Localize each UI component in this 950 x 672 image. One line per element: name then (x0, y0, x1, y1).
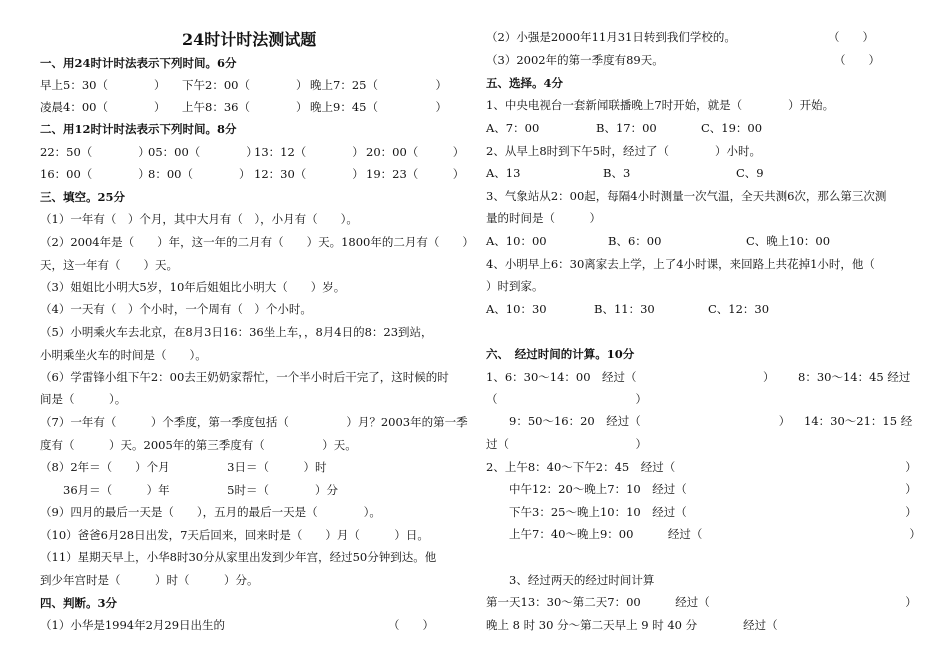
section-2-row-2 (40, 166, 468, 182)
elapsed-line: 中午12：20～晚上7：10 经过（ ） (486, 482, 917, 496)
choice-question-cont: ）时到家。 (486, 279, 544, 293)
option: C、12：30 (708, 302, 770, 316)
option: B、17：00 (596, 121, 657, 135)
question-item: 16：00（ ） (40, 167, 150, 181)
fill-line: （10）爸爸6月28日出发，7天后回来，回来时是（ ）月（ ）日。 (40, 528, 429, 542)
choice-question: 3、气象站从2：00起，每隔4小时测量一次气温，全天共测6次，那么第三次测 (486, 189, 887, 203)
elapsed-subheading: 3、经过两天的经过时间计算 (486, 573, 655, 587)
option: B、3 (603, 166, 631, 180)
fill-line: （11）星期天早上，小华8时30分从家里出发到少年宫，经过50分钟到达。他 (40, 550, 437, 564)
question-item: 12：30（ ） (254, 167, 364, 181)
fill-line: 天，这一年有（ ）天。 (40, 258, 178, 272)
choice-question: 1、中央电视台一套新闻联播晚上7时开始，就是（ ）开始。 (486, 98, 835, 112)
choice-question-cont: 量的时间是（ ） (486, 211, 601, 225)
elapsed-line (486, 369, 910, 385)
elapsed-item: 14：30～21：15 经 (804, 414, 913, 428)
fill-line: （9）四月的最后一天是（ ），五月的最后一天是（ ）。 (40, 505, 381, 519)
fill-line: （1）一年有（ ）个月，其中大月有（ ），小月有（ ）。 (40, 212, 358, 226)
section-4-heading: 四、判断。3分 (40, 596, 118, 610)
section-1-heading: 一、用24时计时法表示下列时间。6分 (40, 56, 237, 70)
judge-item-1 (40, 617, 468, 633)
choice-options (486, 301, 910, 317)
choice-options (486, 165, 910, 181)
judge-text: （2）小强是2000年11月31日转到我们学校的。 (486, 30, 736, 44)
judge-item-3 (486, 52, 910, 68)
judge-text: （1）小华是1994年2月29日出生的 (40, 618, 226, 632)
question-item: 上午8：36（ ） (182, 100, 308, 114)
fill-line: 到少年宫时是（ ）时（ ）分。 (40, 573, 259, 587)
question-item: 22：50（ ） (40, 145, 150, 159)
section-1-row-2 (40, 99, 468, 115)
section-5-heading: 五、选择。4分 (486, 76, 564, 90)
elapsed-line: 2、上午8：40～下午2：45 经过（ ） (486, 460, 917, 474)
fill-line: （6）学雷锋小组下午2：00去王奶奶家帮忙，一个半小时后干完了，这时候的时 (40, 370, 449, 384)
elapsed-line: 过（ ） (486, 437, 647, 451)
elapsed-line: 晚上 8 时 30 分～第二天早上 9 时 40 分 经过（ (486, 618, 778, 632)
question-item: 19：23（ ） (366, 167, 465, 181)
choice-question: 4、小明早上6：30离家去上学，上了4小时课，来回路上共花掉1小时，他（ (486, 257, 875, 271)
elapsed-line: 下午3：25～晚上10：10 经过（ ） (486, 505, 917, 519)
answer-blank: （ ） (828, 30, 874, 44)
question-item: 晚上7：25（ ） (310, 78, 447, 92)
elapsed-line: 第一天13：30～第二天7：00 经过（ ） (486, 595, 917, 609)
fill-line: 度有（ ）天。2005年的第三季度有（ ）天。 (40, 438, 357, 452)
option: C、9 (736, 166, 764, 180)
question-item: 05：00（ ） (148, 145, 258, 159)
judge-text: （3）2002年的第一季度有89天。 (486, 53, 664, 67)
elapsed-item: 8：30～14：45 经过 (798, 370, 911, 384)
question-item: 下午2：00（ ） (182, 78, 308, 92)
question-item: 8：00（ ） (148, 167, 251, 181)
question-item: 13：12（ ） (254, 145, 364, 159)
choice-options (486, 233, 910, 249)
answer-blank: （ ） (388, 618, 434, 632)
section-2-row-1 (40, 144, 468, 160)
page-title: 24时计时法测试题 (182, 30, 317, 49)
fill-line: （4）一天有（ ）个小时，一个周有（ ）个小时。 (40, 302, 312, 316)
option: B、11：30 (594, 302, 655, 316)
fill-line: （7）一年有（ ）个季度，第一季度包括（ ）月？2003年的第一季 (40, 415, 468, 429)
fill-line: （3）姐姐比小明大5岁，10年后姐姐比小明大（ ）岁。 (40, 280, 346, 294)
fill-line: 小明乘坐火车的时间是（ ）。 (40, 348, 207, 362)
option: A、10：30 (486, 302, 547, 316)
judge-item-2 (486, 29, 910, 45)
elapsed-item: 9：50～16：20 经过（ ） (486, 414, 791, 428)
option: A、13 (486, 166, 521, 180)
choice-question: 2、从早上8时到下午5时，经过了（ ）小时。 (486, 144, 761, 158)
fill-line: （2）2004年是（ ）年，这一年的二月有（ ）天。1800年的二月有（ ） (40, 235, 474, 249)
fill-line: （5）小明乘火车去北京，在8月3日16：36坐上车，，8月4日的8：23到站， (40, 325, 433, 339)
question-item: 早上5：30（ ） (40, 78, 166, 92)
section-6-heading: 六、 经过时间的计算。10分 (486, 347, 635, 361)
elapsed-line: 上午7：40～晚上9：00 经过（ ） (486, 527, 921, 541)
elapsed-line: （ ） (486, 392, 647, 406)
elapsed-line (486, 413, 913, 429)
fill-line: 36月＝（ ）年 5时＝（ ）分 (40, 483, 338, 497)
fill-line: 间是（ ）。 (40, 392, 127, 406)
fill-line: （8）2年＝（ ）个月 3日＝（ ）时 (40, 460, 327, 474)
option: C、晚上10：00 (746, 234, 831, 248)
question-item: 晚上9：45（ ） (310, 100, 447, 114)
answer-blank: （ ） (834, 53, 880, 67)
question-item: 凌晨4：00（ ） (40, 100, 166, 114)
option: A、10：00 (486, 234, 547, 248)
question-item: 20：00（ ） (366, 145, 465, 159)
section-3-heading: 三、填空。25分 (40, 190, 126, 204)
option: A、7：00 (486, 121, 540, 135)
choice-options (486, 120, 910, 136)
elapsed-item: 1、6：30～14：00 经过（ ） (486, 370, 775, 384)
option: B、6：00 (608, 234, 662, 248)
option: C、19：00 (701, 121, 763, 135)
section-2-heading: 二、用12时计时法表示下列时间。8分 (40, 122, 237, 136)
section-1-row-1 (40, 77, 468, 93)
